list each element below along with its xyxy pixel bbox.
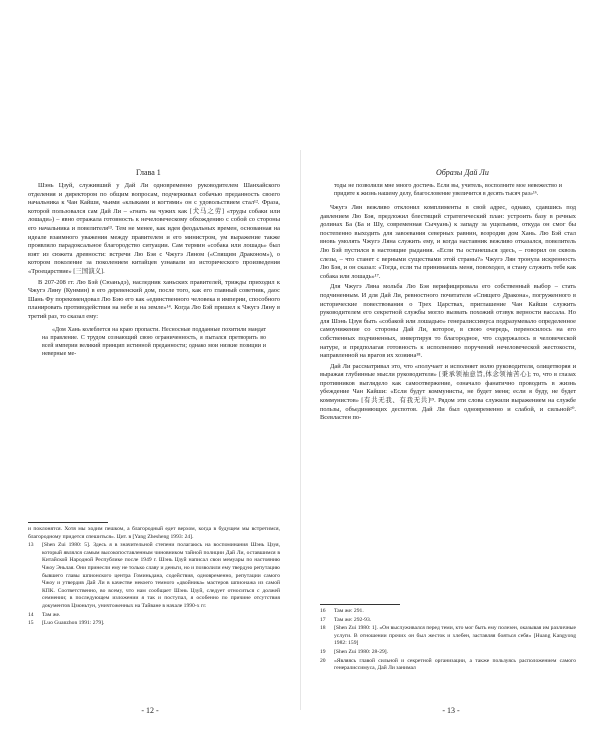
running-head-left: Глава 1 [136,168,161,177]
paragraph: Шэнь Цзуй, служивший у Дай Ли одновременно руководителем Шанхайского отделения и директором по общим вопросам, подчеркивал собачью преданность своего начальника к Чан Кайши, чьими «клыками и когтями» он с удовольствием стал¹². Фраза, которой пользовался сам Дай Ли – «гнать на чужих как [犬马之劳] «труды собаки или лошади») – явно отражала готовность к нечеловеческому обхождению с собой со стороны его начальника и повелителя¹³. Тем не менее, как идея феодальных времен, основанная на идеале взаимного уважения между правителем и его министром, ум выражение также проявляло парадоксальное благородство ситуации. Сам термин «собака или лошадь» был взят из сюжета древности: встречи Лю Бэя с Чжугэ Ляном («Спящим Драконом»), о котором поколение за поколением китайцев узнавали из исторического произведения «Троецарствие» [三国演义]. [28,182,280,275]
paragraph: Для Чжугэ Ляна мольба Лю Бэя верифицировала его собственный выбор – стать подчиненным. И для Дай Ли, ревностного почитателя «Спящего Дракона», погруженного в исторические повествования о Трех Царствах, приглашение Чан Кайши служить руководителем его секретной службы могло вызвать похожий отзвук верности вассала. Но для Шэнь Цзуя быть «собакой или лошадью» генералиссимуса подразумевало определенное самоунижение со стороны Дай Ли, которое, в свою очередь, переносилось на его собственных подчиненных, инвертируя то благородное, что содержалось в человеческой натуре, и предполагая готовность к исполнению поручений нечеловеческой жестокости, направленной на врагов их хозяина¹⁸. [320,283,576,360]
page-number-right: - 13 - [442,706,460,715]
left-body-text [28,182,280,358]
right-footnotes [320,608,576,674]
footnote: 16 Там же: 291. [320,608,364,614]
page-number-left: - 12 - [141,706,159,715]
running-head-right: Образы Дай Ли [436,168,489,177]
right-body-text [320,182,576,425]
footnote: 15 [Luo Guanzhon 1991: 279]. [28,620,105,627]
footnote: 20 «Являясь главой сильной и секретной организации, а также пользуясь расположением самого генералиссимуса, Дай Ли занимал [320,657,576,672]
paragraph: Дай Ли рассматривал это, что «получает и исполняет волю руководителя, олицетворяя и выражая глубинные мысли руководителя» [秉承领袖意旨,体念领袖苦心]; то, что в глазах противников выглядело как самоотвержение, означало фанатично проводить в жизнь убеждение Чан Кайши: «Если будут коммунисты, не будет меня; если я буду, не будет коммунистов» [有共无我、有我无共]¹⁹. Рядом эти слова служили выражением на службе пользы, объединяющих деспотов. Дай Ли был одновременно и слабой, и сильной²⁰. Всевластен по- [320,362,576,422]
right-page [302,0,600,750]
footnote-rule [28,522,108,523]
footnote: 18 [Shen Zui 1980: 1]. «Он выслуживался перед теми, кто мог быть ему полезен, оказывая им различные услуги. В отношении прочих он был жесток и хлебен, заставляя бояться себя» [Huang Kangyong 1982: 159] [320,625,576,647]
footnote: 14 Там же. [28,611,61,618]
gutter-divider [300,150,301,710]
footnote: 17 Там же: 292-93. [320,616,372,623]
footnote-rule [320,604,400,605]
paragraph: Чжугэ Лян вежливо отклонил комплименты в свой адрес, однако, сдавшись под давлением Лю Бэя, предложил блестящий стратегический план: устроить базу в речных долинах Ба (Ба и Шу, современная Сычуань) к западу за ущельями, откуда он смог бы постепенно выходить для завоевания северных равнин, возродив дом Хань. Лю Бэй стал вновь умолять Чжугэ Ляна служить ему, и когда наставник вежливо отказался, повелитель Лю Бэй пустился в настоящие рыдания. «Если ты останешься здесь, – говорил он сквозь слезы, – что станет с верными существами этой страны?» Чжугэ Лян тронула искренность Лю Бэя, и он сказал: «Тогда, если ты принимаешь меня, повоходел, я стану служить тебе как собака или лошадь»¹⁷. [320,204,576,280]
footnote-continuation: и поклонятся. Хотя мы ходим пешком, а благородный едет верхом, когда в будущем мы встретимся, благородному придется спешиться». Цит. в [Yang Zhesheng 1993: 24]. [28,526,280,540]
footnote: 13 [Shen Zui 1980: 5]. Здесь я в значительной степени полагаюсь на воспоминания Шэнь Цзуя, который являлся самым высокопоставленным чиновником тайной полиции Дай Ли, оставшимся в Китайской Народной Республике после 1949 г. Шэнь Цзуй написал свои мемуары по настоянию Чжоу Эньлая. Они принесли ему не только славу и деньги, но и позволили ему твердую репутацию бывшего главы шпионского центра Гоминьдана, содействия, одновременно, репутации самого Чжоу и утвердив Дай Ли в качестве некоего темного «двойника» мастеров шпионажа из самой КПК. Соответственно, во всему, что нам сообщает Шэнь Цзуй, следует относиться с должей семнении; в последующем изложении я так и поступал, я особенно по причине отсутствия документов Цзюньтун, уничтоженных на Тайване в начале 1990-х гг. [28,542,280,609]
paragraph: В 207-208 гг. Лю Бэй (Сюаньдэ), наследник ханьских правителей, трижды приходил к Чжугэ Ляну (Кунмин) в его деревенский дом, после того, как его главный советник, даос Шань Фу порекомендовал Лю Бэю его как «единственного человека в империи, способного планировать противодействия на небе и на земле»¹⁴. Когда Лю Бэй пришел к Чжугэ Ляну в третий раз, то сказал ему: [28,278,280,320]
block-quote: «Дом Хань колеблется на краю пропасти. Несносные подданные похитили мандат на правление. С трудом сознающий свою ограниченность, я пытался претворить во всей империи великий принцип истинной преданности; однако мои низкие позиции и неверные ме- [42,326,266,357]
left-footnotes [28,526,280,629]
footnote: 19 [Shen Zui 1980: 28-29]. [320,648,389,655]
block-quote-continuation: тоды не позволили мне много достичь. Если вы, учитель, восполните мое невежество и придите к жизнь нашему делу, благословение увеличится в десять тысяч раз»¹⁶. [334,183,562,197]
